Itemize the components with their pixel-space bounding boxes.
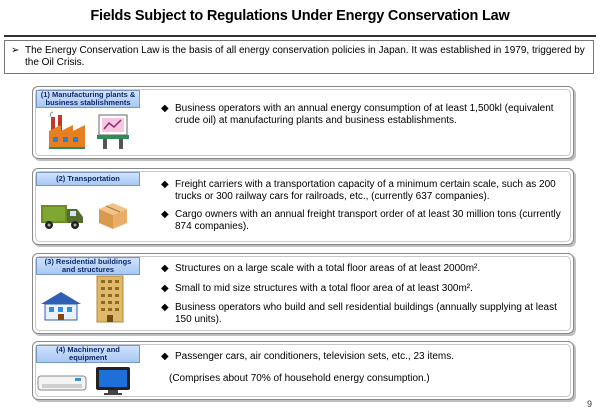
bullet-text: Business operators with an annual energy consumption of at least 1,500kl (equivalent crude oil) at manufacturing plants and business establishments. bbox=[175, 103, 554, 126]
television-icon bbox=[95, 366, 131, 396]
section-label: (4) Machinery and equipment bbox=[36, 345, 140, 363]
section-label: (1) Manufacturing plants & business stablishments bbox=[36, 90, 140, 108]
bullet-text: Structures on a large scale with a total floor areas of at least 2000m². bbox=[175, 263, 481, 274]
section-note bbox=[169, 373, 569, 385]
house-icon bbox=[39, 290, 83, 322]
apartment-building-icon bbox=[95, 274, 125, 324]
title-rule bbox=[4, 35, 596, 37]
arrow-bullet-icon: ➢ bbox=[11, 45, 20, 56]
bullet-text: Passenger cars, air conditioners, television sets, etc., 23 items. bbox=[175, 351, 455, 362]
diamond-icon: ◆ bbox=[161, 103, 169, 114]
section-machinery bbox=[32, 341, 574, 400]
bullet-text: Cargo owners with an annual freight transport order of at least 30 million tons (currently 874 companies). bbox=[175, 209, 561, 232]
page-number: 9 bbox=[586, 399, 592, 409]
section-label: (3) Residential buildings and structures bbox=[36, 257, 140, 275]
section-manufacturing bbox=[32, 86, 574, 159]
intro-text: The Energy Conservation Law is the basis of all energy conservation policies in Japan. It was established in 1979, triggered by the Oil Crisis. bbox=[25, 45, 585, 68]
intro-box bbox=[4, 40, 594, 74]
bullet-text: Freight carriers with a transportation capacity of a minimum certain scale, such as 200 trucks or 300 railway cars for railroads, etc., (currently 637 companies). bbox=[175, 179, 556, 202]
section-transportation bbox=[32, 168, 574, 245]
diamond-icon: ◆ bbox=[161, 179, 169, 190]
note-text: (Comprises about 70% of household energy consumption.) bbox=[169, 373, 430, 384]
factory-icon bbox=[47, 111, 87, 151]
truck-icon bbox=[39, 199, 85, 233]
diamond-icon: ◆ bbox=[161, 283, 169, 294]
section-residential bbox=[32, 253, 574, 334]
diamond-icon: ◆ bbox=[161, 209, 169, 220]
diamond-icon: ◆ bbox=[161, 263, 169, 274]
diamond-icon: ◆ bbox=[161, 351, 169, 362]
bullet-text: Small to mid size structures with a total floor area of at least 300m². bbox=[175, 283, 473, 294]
diamond-icon: ◆ bbox=[161, 302, 169, 313]
drafting-icon bbox=[93, 113, 133, 151]
bullet-text: Business operators who build and sell residential buildings (annually supplying at least 150 units). bbox=[175, 302, 557, 325]
section-label: (2) Transportation bbox=[36, 172, 140, 186]
air-conditioner-icon bbox=[37, 374, 87, 394]
cargo-box-icon bbox=[95, 199, 129, 231]
page-title: Fields Subject to Regulations Under Energy Conservation Law bbox=[90, 8, 510, 24]
